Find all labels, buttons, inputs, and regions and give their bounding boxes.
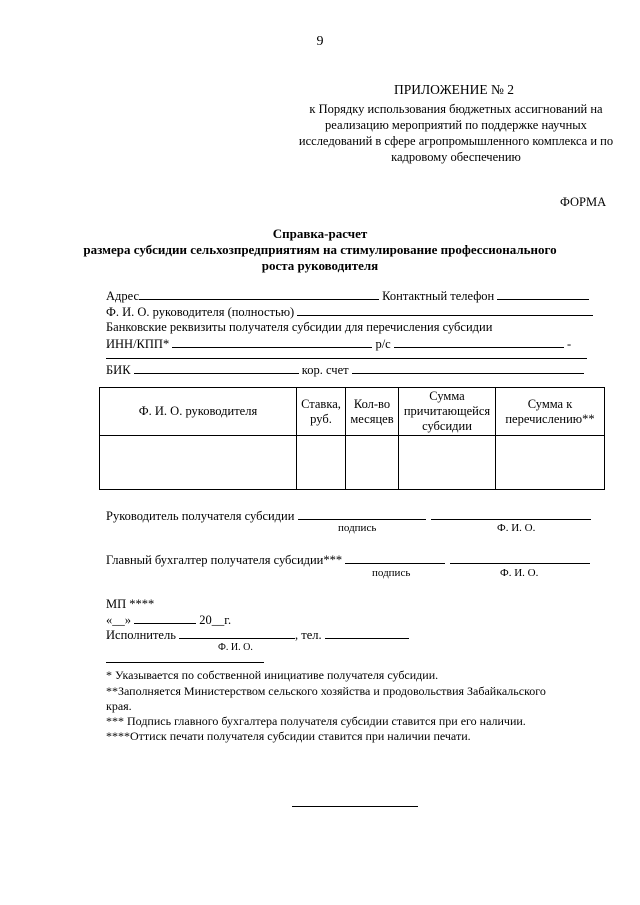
footnote-2-cont: края.: [106, 699, 132, 713]
executor-fio-caption: Ф. И. О.: [218, 642, 253, 653]
accountant-sign-field[interactable]: [345, 552, 445, 564]
col-rate: Ставка, руб.: [297, 388, 346, 436]
appendix-title: ПРИЛОЖЕНИЕ № 2: [394, 82, 515, 97]
bik-label: БИК: [106, 363, 131, 377]
fio-label: Ф. И. О. руководителя (полностью): [106, 305, 295, 319]
table-row: [100, 436, 605, 490]
address-row: [106, 288, 589, 304]
inn-field[interactable]: [172, 336, 372, 348]
footnote-2: **Заполняется Министерством сельского хозяйства и продовольствия Забайкальского: [106, 684, 546, 698]
footnote-3: *** Подпись главного бухгалтера получателя субсидии ставится при его наличии.: [106, 714, 526, 728]
fio-row: [106, 304, 593, 320]
table-header-row: [100, 388, 605, 436]
subsidy-table: [99, 387, 605, 490]
footnote-4: ****Оттиск печати получателя субсидии ставится при наличии печати.: [106, 729, 471, 743]
cell-transfer[interactable]: [496, 436, 605, 490]
date-month-field[interactable]: [134, 612, 196, 624]
head-fio-field[interactable]: [431, 508, 591, 520]
appendix-subtitle: к Порядку использования бюджетных ассигнований на реализацию мероприятий по поддержке научных исследований в сфере агропромышленного комплекса и по кадровому обеспечению: [298, 102, 614, 164]
footnote-separator: [106, 662, 264, 663]
address-label: Адрес: [106, 289, 140, 303]
executor-row: [106, 627, 409, 643]
form-label: ФОРМА: [560, 195, 607, 209]
head-sign-field[interactable]: [298, 508, 426, 520]
date-day[interactable]: «__»: [106, 613, 131, 627]
executor-label: Исполнитель: [106, 628, 176, 642]
bank-label: Банковские реквизиты получателя субсидии для перечисления субсидии: [106, 320, 493, 334]
inn-label: ИНН/КПП*: [106, 337, 170, 351]
rs-field[interactable]: [394, 336, 564, 348]
title-line-1: Справка-расчет: [272, 226, 368, 241]
tel-label: , тел.: [295, 628, 322, 642]
inn-row: [106, 336, 571, 352]
cell-due[interactable]: [399, 436, 496, 490]
cell-months[interactable]: [346, 436, 399, 490]
bik-row: [106, 362, 584, 378]
page-number: 9: [316, 34, 324, 49]
rs-continuation-line[interactable]: [106, 358, 587, 359]
col-months: Кол-во месяцев: [346, 388, 399, 436]
rs-dash: -: [566, 337, 572, 351]
executor-field[interactable]: [179, 627, 295, 639]
head-sign-caption: подпись: [338, 522, 377, 534]
accountant-fio-caption: Ф. И. О.: [500, 567, 539, 579]
cell-fio[interactable]: [100, 436, 297, 490]
phone-field[interactable]: [497, 288, 589, 300]
closing-line: [292, 806, 418, 807]
accountant-signature-row: [106, 552, 590, 568]
kor-field[interactable]: [352, 362, 584, 374]
accountant-fio-field[interactable]: [450, 552, 590, 564]
accountant-label: Главный бухгалтер получателя субсидии***: [106, 553, 343, 567]
date-row: [106, 612, 231, 628]
col-due: Сумма причитающейся субсидии: [399, 388, 496, 436]
cell-rate[interactable]: [297, 436, 346, 490]
address-field[interactable]: [139, 288, 379, 300]
kor-label: кор. счет: [301, 363, 349, 377]
mp-label: МП ****: [106, 597, 155, 611]
head-fio-caption: Ф. И. О.: [497, 522, 536, 534]
title-line-2: размера субсидии сельхозпредприятиям на стимулирование профессионального роста руководителя: [83, 242, 557, 273]
bik-field[interactable]: [134, 362, 299, 374]
document-title: [80, 226, 560, 274]
date-year[interactable]: 20__г.: [199, 613, 232, 627]
col-fio: Ф. И. О. руководителя: [100, 388, 297, 436]
col-transfer: Сумма к перечислению**: [496, 388, 605, 436]
phone-label: Контактный телефон: [382, 289, 495, 303]
fio-field[interactable]: [297, 304, 593, 316]
head-label: Руководитель получателя субсидии: [106, 509, 295, 523]
tel-field[interactable]: [325, 627, 409, 639]
accountant-sign-caption: подпись: [372, 567, 411, 579]
rs-label: р/с: [375, 337, 391, 351]
footnote-1: * Указывается по собственной инициативе получателя субсидии.: [106, 668, 439, 682]
